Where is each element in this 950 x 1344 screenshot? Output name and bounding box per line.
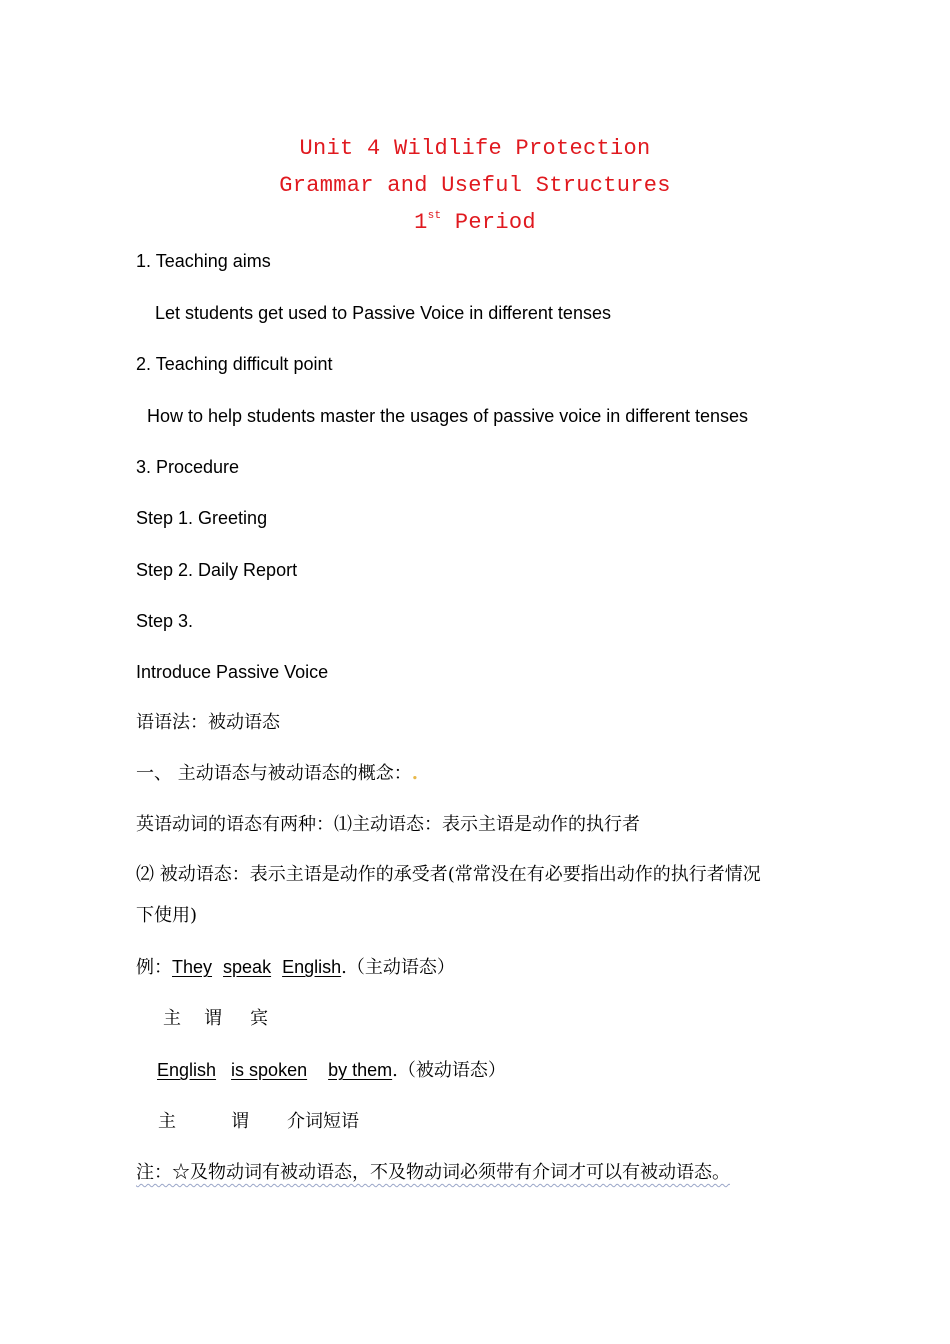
concept-heading — [136, 763, 418, 785]
grammar-title: 语语法：被动语态 — [136, 712, 280, 733]
role-prepositional-phrase: 介词短语 — [287, 1111, 359, 1132]
role-object: 宾 — [250, 1008, 268, 1029]
passive-definition-line-1: ⑵ 被动语态：表示主语是动作的承受者(常常没在有必要指出动作的执行者情况 — [136, 864, 761, 885]
role-predicate: 谓 — [204, 1008, 222, 1029]
role-predicate: 谓 — [231, 1111, 249, 1132]
example-active-object: English — [282, 957, 342, 977]
concept-heading-text: 一、 主动语态与被动语态的概念： — [136, 763, 412, 784]
example-passive-tail: .（被动语态） — [392, 1060, 506, 1081]
period-ordinal-suffix: st — [427, 210, 442, 222]
section-difficult-point-heading: 2. Teaching difficult point — [136, 354, 333, 374]
example-passive-agent: by them — [328, 1060, 393, 1080]
step-1: Step 1. Greeting — [136, 508, 268, 528]
document-title-line-3 — [0, 210, 950, 235]
period-word: Period — [441, 210, 536, 235]
section-difficult-point-text: How to help students master the usages of passive voice in different tenses — [147, 406, 749, 426]
step-2: Step 2. Daily Report — [136, 560, 298, 580]
note-text-content: 注：☆及物动词有被动语态，不及物动词必须带有介词才可以有被动语态。 — [136, 1162, 730, 1183]
example-passive-verb: is spoken — [231, 1060, 308, 1080]
passive-definition-line-2: 下使用) — [136, 905, 198, 926]
role-subject: 主 — [163, 1008, 181, 1029]
example-active-tail: .（主动语态） — [341, 957, 455, 978]
example-active-subject: They — [172, 957, 213, 977]
period-number: 1 — [414, 210, 428, 235]
section-teaching-aims-text: Let students get used to Passive Voice in different tenses — [155, 303, 611, 323]
example-prefix: 例： — [136, 957, 172, 978]
section-teaching-aims-heading: 1. Teaching aims — [136, 251, 271, 271]
concept-mark: . — [411, 763, 419, 784]
step-3: Step 3. — [136, 611, 194, 631]
introduce-passive-voice: Introduce Passive Voice — [136, 662, 329, 682]
example-active — [136, 956, 455, 979]
document-title-line-1: Unit 4 Wildlife Protection — [299, 136, 651, 161]
two-voices-text: 英语动词的语态有两种：⑴主动语态：表示主语是动作的执行者 — [136, 814, 640, 835]
example-active-verb: speak — [223, 957, 272, 977]
section-procedure-heading: 3. Procedure — [136, 457, 240, 477]
document-title-line-2: Grammar and Useful Structures — [279, 173, 671, 198]
example-passive-subject: English — [157, 1060, 217, 1080]
note-text — [136, 1162, 730, 1184]
role-subject: 主 — [158, 1111, 176, 1132]
example-passive — [157, 1059, 506, 1082]
